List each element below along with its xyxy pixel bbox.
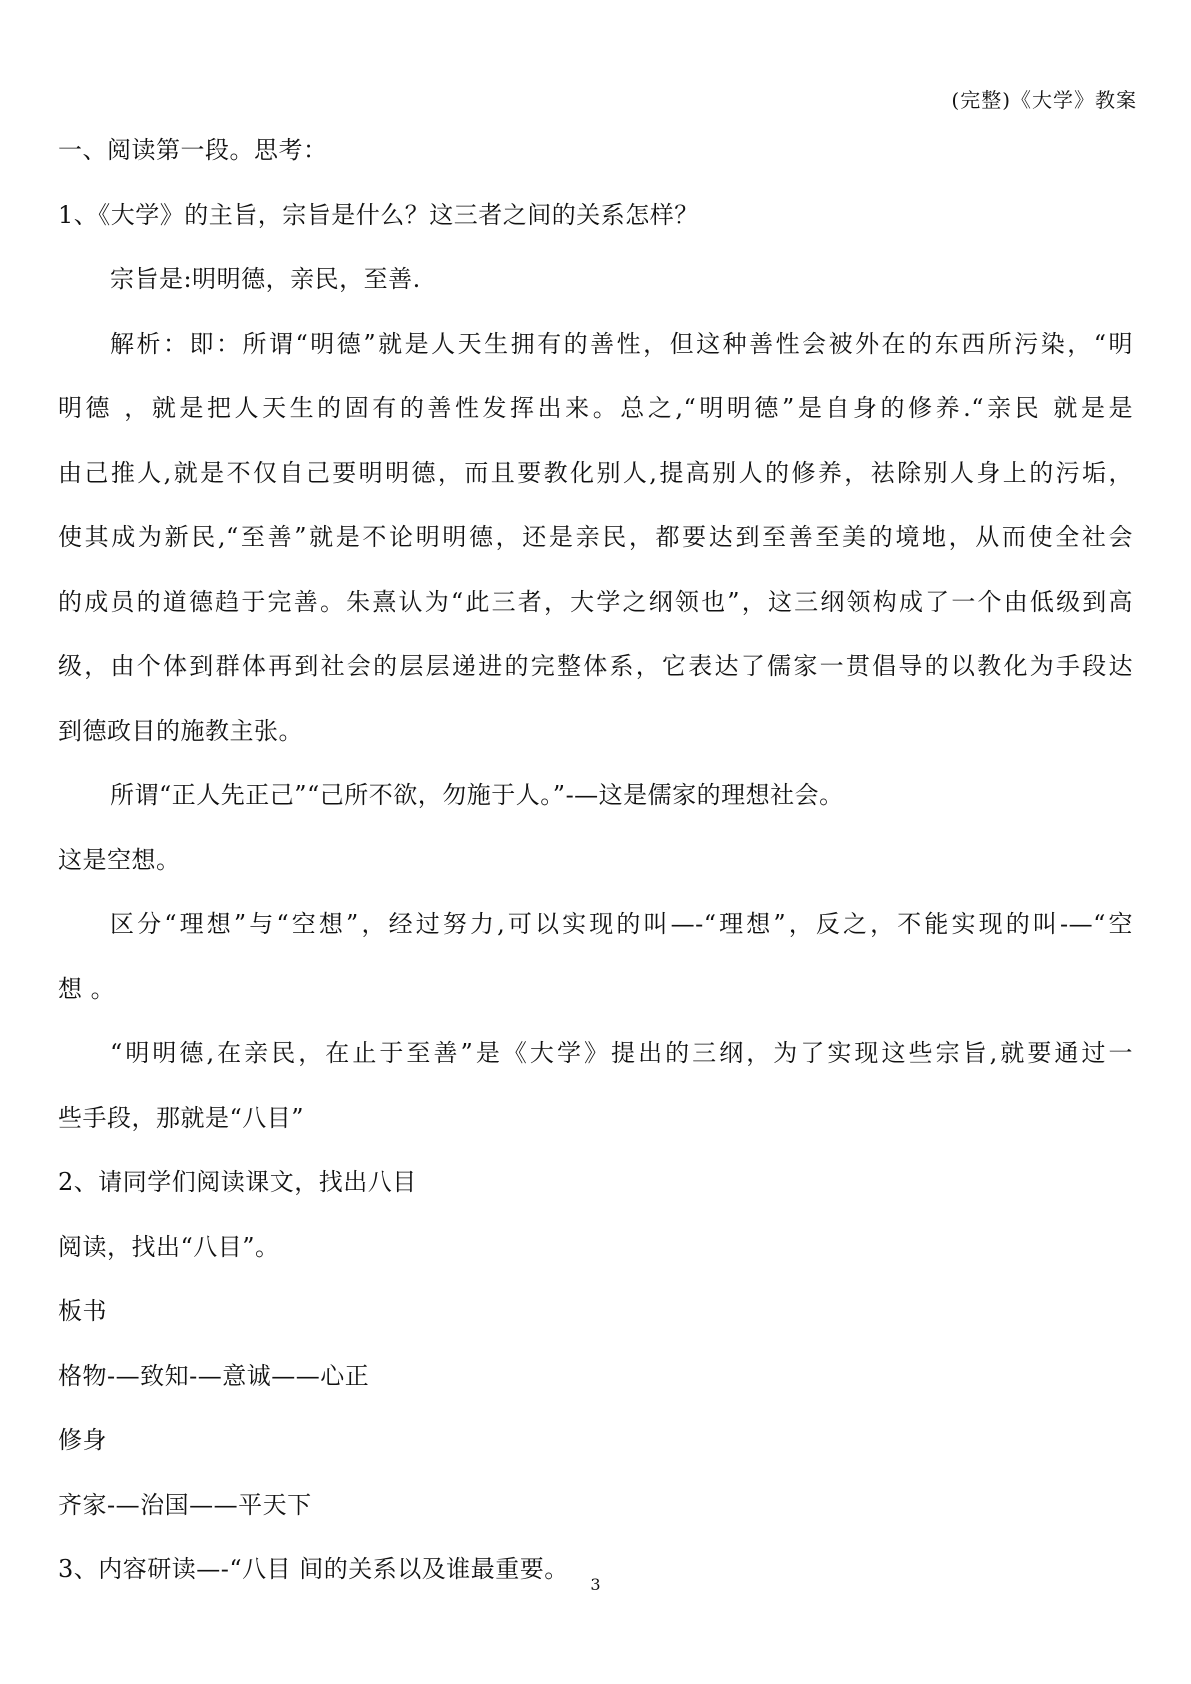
text-line: 板书	[58, 1297, 107, 1325]
text-line: 2、请同学们阅读课文，找出八目	[58, 1168, 417, 1196]
document-body	[58, 118, 1133, 1602]
text-line: 所谓“正人先正己”“己所不欲，勿施于人。”-—这是儒家的理想社会。	[110, 781, 844, 809]
text-line: 一、阅读第一段。思考：	[58, 136, 328, 164]
text-line: 些手段，那就是“八目”	[58, 1103, 305, 1132]
text-line: 级，由个体到群体再到社会的层层递进的完整体系，它表达了儒家一贯倡导的以教化为手段达	[58, 652, 1133, 680]
text-line: 到德政目的施教主张。	[58, 716, 303, 745]
text-line: 这是空想。	[58, 845, 181, 874]
text-line: 解析：即：所谓“明德”就是人天生拥有的善性，但这种善性会被外在的东西所污染，“明	[110, 329, 1133, 358]
text-line: 明德 ，就是把人天生的固有的善性发挥出来。总之,“明明德”是自身的修养.“亲民 就是是	[58, 394, 1133, 422]
text-line: 3、内容研读—-“八目 间的关系以及谁最重要。	[58, 1555, 569, 1583]
page-number: 3	[590, 1575, 601, 1594]
text-line: 修身	[58, 1426, 107, 1454]
text-line: 由己推人,就是不仅自己要明明德，而且要教化别人,提高别人的修养，祛除别人身上的污垢，	[58, 458, 1133, 487]
text-line: 的成员的道德趋于完善。朱熹认为“此三者，大学之纲领也”，这三纲领构成了一个由低级到高	[58, 587, 1133, 616]
running-header: (完整)《大学》教案	[951, 88, 1137, 112]
text-line: 格物-—致知-—意诚——心正	[58, 1361, 370, 1390]
text-line: 宗旨是:明明德，亲民，至善.	[110, 265, 421, 293]
text-line: 区分“理想”与“空想”，经过努力,可以实现的叫—-“理想”，反之，不能实现的叫-—“空	[110, 910, 1133, 938]
text-line: “明明德,在亲民，在止于至善”是《大学》提出的三纲，为了实现这些宗旨,就要通过一	[110, 1039, 1133, 1067]
text-line: 使其成为新民,“至善”就是不论明明德，还是亲民，都要达到至善至美的境地，从而使全社会	[58, 523, 1133, 551]
text-line: 齐家-—治国——平天下	[58, 1490, 312, 1519]
text-line: 1、《大学》的主旨，宗旨是什么？这三者之间的关系怎样？	[58, 200, 699, 229]
text-line: 想 。	[58, 974, 116, 1003]
text-line: 阅读，找出“八目”。	[58, 1232, 280, 1261]
